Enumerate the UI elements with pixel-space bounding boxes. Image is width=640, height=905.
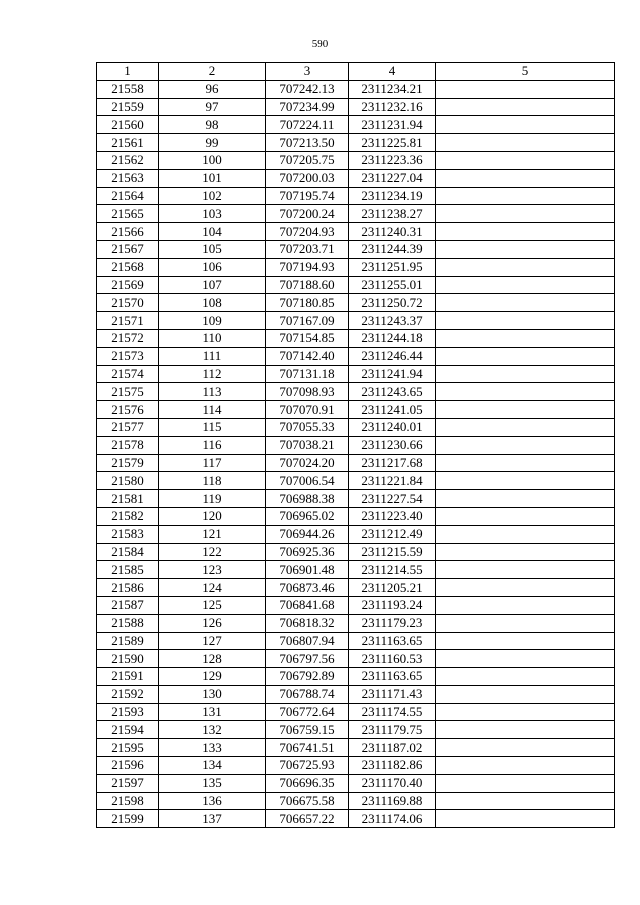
- note-cell: [436, 134, 615, 152]
- point-id-cell: 21581: [97, 490, 159, 508]
- point-number-cell: 117: [159, 454, 266, 472]
- point-number-cell: 103: [159, 205, 266, 223]
- column-header-3: 3: [266, 63, 349, 81]
- column-header-5: 5: [436, 63, 615, 81]
- point-number-cell: 127: [159, 632, 266, 650]
- table-row: [97, 276, 615, 294]
- note-cell: [436, 169, 615, 187]
- point-number-cell: 135: [159, 774, 266, 792]
- point-number-cell: 111: [159, 347, 266, 365]
- y-coordinate-cell: 2311174.55: [349, 703, 436, 721]
- x-coordinate-cell: 706657.22: [266, 810, 349, 828]
- point-id-cell: 21598: [97, 792, 159, 810]
- note-cell: [436, 276, 615, 294]
- note-cell: [436, 116, 615, 134]
- note-cell: [436, 347, 615, 365]
- note-cell: [436, 792, 615, 810]
- point-id-cell: 21572: [97, 329, 159, 347]
- point-id-cell: 21577: [97, 418, 159, 436]
- point-id-cell: 21573: [97, 347, 159, 365]
- point-id-cell: 21599: [97, 810, 159, 828]
- note-cell: [436, 365, 615, 383]
- point-number-cell: 116: [159, 436, 266, 454]
- point-number-cell: 132: [159, 721, 266, 739]
- point-id-cell: 21568: [97, 258, 159, 276]
- point-id-cell: 21567: [97, 240, 159, 258]
- y-coordinate-cell: 2311241.05: [349, 401, 436, 419]
- point-number-cell: 107: [159, 276, 266, 294]
- y-coordinate-cell: 2311223.40: [349, 507, 436, 525]
- point-number-cell: 124: [159, 579, 266, 597]
- point-number-cell: 105: [159, 240, 266, 258]
- x-coordinate-cell: 706797.56: [266, 650, 349, 668]
- table-row: [97, 240, 615, 258]
- x-coordinate-cell: 707142.40: [266, 347, 349, 365]
- table-row: [97, 668, 615, 686]
- y-coordinate-cell: 2311244.39: [349, 240, 436, 258]
- table-row: [97, 632, 615, 650]
- y-coordinate-cell: 2311205.21: [349, 579, 436, 597]
- point-id-cell: 21574: [97, 365, 159, 383]
- note-cell: [436, 596, 615, 614]
- y-coordinate-cell: 2311243.65: [349, 383, 436, 401]
- x-coordinate-cell: 707204.93: [266, 223, 349, 241]
- note-cell: [436, 80, 615, 98]
- point-number-cell: 106: [159, 258, 266, 276]
- table-row: [97, 329, 615, 347]
- point-id-cell: 21566: [97, 223, 159, 241]
- x-coordinate-cell: 707154.85: [266, 329, 349, 347]
- point-id-cell: 21576: [97, 401, 159, 419]
- table-row: [97, 757, 615, 775]
- point-id-cell: 21582: [97, 507, 159, 525]
- table-row: [97, 650, 615, 668]
- x-coordinate-cell: 706792.89: [266, 668, 349, 686]
- point-number-cell: 130: [159, 685, 266, 703]
- point-number-cell: 97: [159, 98, 266, 116]
- table-row: [97, 525, 615, 543]
- table-row: [97, 383, 615, 401]
- note-cell: [436, 721, 615, 739]
- y-coordinate-cell: 2311243.37: [349, 312, 436, 330]
- point-number-cell: 99: [159, 134, 266, 152]
- x-coordinate-cell: 707098.93: [266, 383, 349, 401]
- note-cell: [436, 579, 615, 597]
- note-cell: [436, 490, 615, 508]
- table-body: [97, 80, 615, 827]
- point-number-cell: 108: [159, 294, 266, 312]
- table-row: [97, 365, 615, 383]
- x-coordinate-cell: 707006.54: [266, 472, 349, 490]
- x-coordinate-cell: 706741.51: [266, 739, 349, 757]
- y-coordinate-cell: 2311238.27: [349, 205, 436, 223]
- point-id-cell: 21584: [97, 543, 159, 561]
- point-id-cell: 21580: [97, 472, 159, 490]
- point-id-cell: 21569: [97, 276, 159, 294]
- y-coordinate-cell: 2311169.88: [349, 792, 436, 810]
- table-row: [97, 223, 615, 241]
- y-coordinate-cell: 2311214.55: [349, 561, 436, 579]
- note-cell: [436, 436, 615, 454]
- note-cell: [436, 561, 615, 579]
- note-cell: [436, 668, 615, 686]
- note-cell: [436, 205, 615, 223]
- table-row: [97, 98, 615, 116]
- table-row: [97, 721, 615, 739]
- point-id-cell: 21562: [97, 151, 159, 169]
- x-coordinate-cell: 706925.36: [266, 543, 349, 561]
- y-coordinate-cell: 2311182.86: [349, 757, 436, 775]
- y-coordinate-cell: 2311187.02: [349, 739, 436, 757]
- table-row: [97, 614, 615, 632]
- note-cell: [436, 223, 615, 241]
- table-row: [97, 472, 615, 490]
- point-number-cell: 104: [159, 223, 266, 241]
- x-coordinate-cell: 707180.85: [266, 294, 349, 312]
- y-coordinate-cell: 2311250.72: [349, 294, 436, 312]
- x-coordinate-cell: 707234.99: [266, 98, 349, 116]
- note-cell: [436, 151, 615, 169]
- y-coordinate-cell: 2311241.94: [349, 365, 436, 383]
- x-coordinate-cell: 707213.50: [266, 134, 349, 152]
- point-number-cell: 112: [159, 365, 266, 383]
- column-header-4: 4: [349, 63, 436, 81]
- point-id-cell: 21595: [97, 739, 159, 757]
- y-coordinate-cell: 2311227.54: [349, 490, 436, 508]
- table-row: [97, 294, 615, 312]
- y-coordinate-cell: 2311193.24: [349, 596, 436, 614]
- point-id-cell: 21559: [97, 98, 159, 116]
- table-row: [97, 454, 615, 472]
- x-coordinate-cell: 706675.58: [266, 792, 349, 810]
- y-coordinate-cell: 2311179.23: [349, 614, 436, 632]
- x-coordinate-cell: 706788.74: [266, 685, 349, 703]
- table-row: [97, 312, 615, 330]
- x-coordinate-cell: 706965.02: [266, 507, 349, 525]
- note-cell: [436, 614, 615, 632]
- x-coordinate-cell: 707131.18: [266, 365, 349, 383]
- y-coordinate-cell: 2311171.43: [349, 685, 436, 703]
- column-header-1: 1: [97, 63, 159, 81]
- note-cell: [436, 312, 615, 330]
- y-coordinate-cell: 2311234.19: [349, 187, 436, 205]
- point-id-cell: 21591: [97, 668, 159, 686]
- note-cell: [436, 454, 615, 472]
- y-coordinate-cell: 2311217.68: [349, 454, 436, 472]
- x-coordinate-cell: 707200.24: [266, 205, 349, 223]
- x-coordinate-cell: 707038.21: [266, 436, 349, 454]
- note-cell: [436, 383, 615, 401]
- y-coordinate-cell: 2311251.95: [349, 258, 436, 276]
- table-row: [97, 418, 615, 436]
- x-coordinate-cell: 706841.68: [266, 596, 349, 614]
- y-coordinate-cell: 2311179.75: [349, 721, 436, 739]
- point-id-cell: 21586: [97, 579, 159, 597]
- point-number-cell: 121: [159, 525, 266, 543]
- point-id-cell: 21592: [97, 685, 159, 703]
- x-coordinate-cell: 707188.60: [266, 276, 349, 294]
- point-id-cell: 21565: [97, 205, 159, 223]
- y-coordinate-cell: 2311221.84: [349, 472, 436, 490]
- table-row: [97, 543, 615, 561]
- y-coordinate-cell: 2311163.65: [349, 668, 436, 686]
- x-coordinate-cell: 707055.33: [266, 418, 349, 436]
- point-id-cell: 21561: [97, 134, 159, 152]
- note-cell: [436, 757, 615, 775]
- table-row: [97, 116, 615, 134]
- coordinates-table: [96, 62, 615, 828]
- y-coordinate-cell: 2311227.04: [349, 169, 436, 187]
- point-id-cell: 21579: [97, 454, 159, 472]
- point-id-cell: 21596: [97, 757, 159, 775]
- note-cell: [436, 774, 615, 792]
- y-coordinate-cell: 2311212.49: [349, 525, 436, 543]
- y-coordinate-cell: 2311231.94: [349, 116, 436, 134]
- x-coordinate-cell: 706873.46: [266, 579, 349, 597]
- point-id-cell: 21570: [97, 294, 159, 312]
- point-id-cell: 21564: [97, 187, 159, 205]
- point-id-cell: 21583: [97, 525, 159, 543]
- table-row: [97, 507, 615, 525]
- note-cell: [436, 240, 615, 258]
- note-cell: [436, 418, 615, 436]
- point-number-cell: 131: [159, 703, 266, 721]
- x-coordinate-cell: 706725.93: [266, 757, 349, 775]
- point-number-cell: 109: [159, 312, 266, 330]
- table-row: [97, 810, 615, 828]
- point-number-cell: 98: [159, 116, 266, 134]
- point-id-cell: 21585: [97, 561, 159, 579]
- column-header-2: 2: [159, 63, 266, 81]
- table-row: [97, 80, 615, 98]
- table-row: [97, 436, 615, 454]
- y-coordinate-cell: 2311230.66: [349, 436, 436, 454]
- point-id-cell: 21578: [97, 436, 159, 454]
- x-coordinate-cell: 706944.26: [266, 525, 349, 543]
- y-coordinate-cell: 2311163.65: [349, 632, 436, 650]
- note-cell: [436, 525, 615, 543]
- x-coordinate-cell: 707205.75: [266, 151, 349, 169]
- point-id-cell: 21593: [97, 703, 159, 721]
- point-number-cell: 122: [159, 543, 266, 561]
- note-cell: [436, 703, 615, 721]
- y-coordinate-cell: 2311223.36: [349, 151, 436, 169]
- point-id-cell: 21590: [97, 650, 159, 668]
- table-row: [97, 134, 615, 152]
- note-cell: [436, 98, 615, 116]
- x-coordinate-cell: 706772.64: [266, 703, 349, 721]
- point-number-cell: 129: [159, 668, 266, 686]
- table-row: [97, 739, 615, 757]
- y-coordinate-cell: 2311244.18: [349, 329, 436, 347]
- y-coordinate-cell: 2311240.31: [349, 223, 436, 241]
- point-number-cell: 119: [159, 490, 266, 508]
- point-number-cell: 134: [159, 757, 266, 775]
- point-number-cell: 128: [159, 650, 266, 668]
- point-number-cell: 110: [159, 329, 266, 347]
- note-cell: [436, 650, 615, 668]
- x-coordinate-cell: 707024.20: [266, 454, 349, 472]
- point-number-cell: 113: [159, 383, 266, 401]
- point-number-cell: 123: [159, 561, 266, 579]
- y-coordinate-cell: 2311170.40: [349, 774, 436, 792]
- y-coordinate-cell: 2311215.59: [349, 543, 436, 561]
- x-coordinate-cell: 706759.15: [266, 721, 349, 739]
- point-number-cell: 114: [159, 401, 266, 419]
- x-coordinate-cell: 706807.94: [266, 632, 349, 650]
- x-coordinate-cell: 706696.35: [266, 774, 349, 792]
- point-id-cell: 21594: [97, 721, 159, 739]
- y-coordinate-cell: 2311232.16: [349, 98, 436, 116]
- point-number-cell: 118: [159, 472, 266, 490]
- x-coordinate-cell: 707203.71: [266, 240, 349, 258]
- note-cell: [436, 632, 615, 650]
- table-row: [97, 792, 615, 810]
- table-header-row: [97, 63, 615, 81]
- page-number: 590: [311, 38, 329, 50]
- table-row: [97, 774, 615, 792]
- point-id-cell: 21575: [97, 383, 159, 401]
- point-number-cell: 100: [159, 151, 266, 169]
- point-number-cell: 125: [159, 596, 266, 614]
- x-coordinate-cell: 706818.32: [266, 614, 349, 632]
- table-row: [97, 151, 615, 169]
- note-cell: [436, 739, 615, 757]
- note-cell: [436, 810, 615, 828]
- point-id-cell: 21558: [97, 80, 159, 98]
- note-cell: [436, 401, 615, 419]
- y-coordinate-cell: 2311225.81: [349, 134, 436, 152]
- point-number-cell: 115: [159, 418, 266, 436]
- y-coordinate-cell: 2311234.21: [349, 80, 436, 98]
- point-number-cell: 96: [159, 80, 266, 98]
- table-row: [97, 596, 615, 614]
- table-row: [97, 187, 615, 205]
- note-cell: [436, 294, 615, 312]
- table-row: [97, 258, 615, 276]
- x-coordinate-cell: 707167.09: [266, 312, 349, 330]
- y-coordinate-cell: 2311255.01: [349, 276, 436, 294]
- table-row: [97, 579, 615, 597]
- x-coordinate-cell: 707224.11: [266, 116, 349, 134]
- point-number-cell: 133: [159, 739, 266, 757]
- note-cell: [436, 329, 615, 347]
- table-row: [97, 703, 615, 721]
- note-cell: [436, 472, 615, 490]
- table-row: [97, 169, 615, 187]
- table-row: [97, 401, 615, 419]
- point-id-cell: 21560: [97, 116, 159, 134]
- x-coordinate-cell: 706901.48: [266, 561, 349, 579]
- table-row: [97, 347, 615, 365]
- point-id-cell: 21571: [97, 312, 159, 330]
- table-row: [97, 205, 615, 223]
- x-coordinate-cell: 707195.74: [266, 187, 349, 205]
- point-number-cell: 136: [159, 792, 266, 810]
- x-coordinate-cell: 707070.91: [266, 401, 349, 419]
- y-coordinate-cell: 2311246.44: [349, 347, 436, 365]
- point-number-cell: 102: [159, 187, 266, 205]
- point-id-cell: 21588: [97, 614, 159, 632]
- point-id-cell: 21597: [97, 774, 159, 792]
- point-number-cell: 126: [159, 614, 266, 632]
- point-id-cell: 21589: [97, 632, 159, 650]
- point-number-cell: 137: [159, 810, 266, 828]
- table-row: [97, 561, 615, 579]
- y-coordinate-cell: 2311240.01: [349, 418, 436, 436]
- x-coordinate-cell: 706988.38: [266, 490, 349, 508]
- point-id-cell: 21563: [97, 169, 159, 187]
- note-cell: [436, 187, 615, 205]
- point-number-cell: 101: [159, 169, 266, 187]
- table-row: [97, 490, 615, 508]
- note-cell: [436, 685, 615, 703]
- point-number-cell: 120: [159, 507, 266, 525]
- table-row: [97, 685, 615, 703]
- note-cell: [436, 507, 615, 525]
- x-coordinate-cell: 707200.03: [266, 169, 349, 187]
- y-coordinate-cell: 2311174.06: [349, 810, 436, 828]
- note-cell: [436, 543, 615, 561]
- point-id-cell: 21587: [97, 596, 159, 614]
- x-coordinate-cell: 707194.93: [266, 258, 349, 276]
- y-coordinate-cell: 2311160.53: [349, 650, 436, 668]
- note-cell: [436, 258, 615, 276]
- x-coordinate-cell: 707242.13: [266, 80, 349, 98]
